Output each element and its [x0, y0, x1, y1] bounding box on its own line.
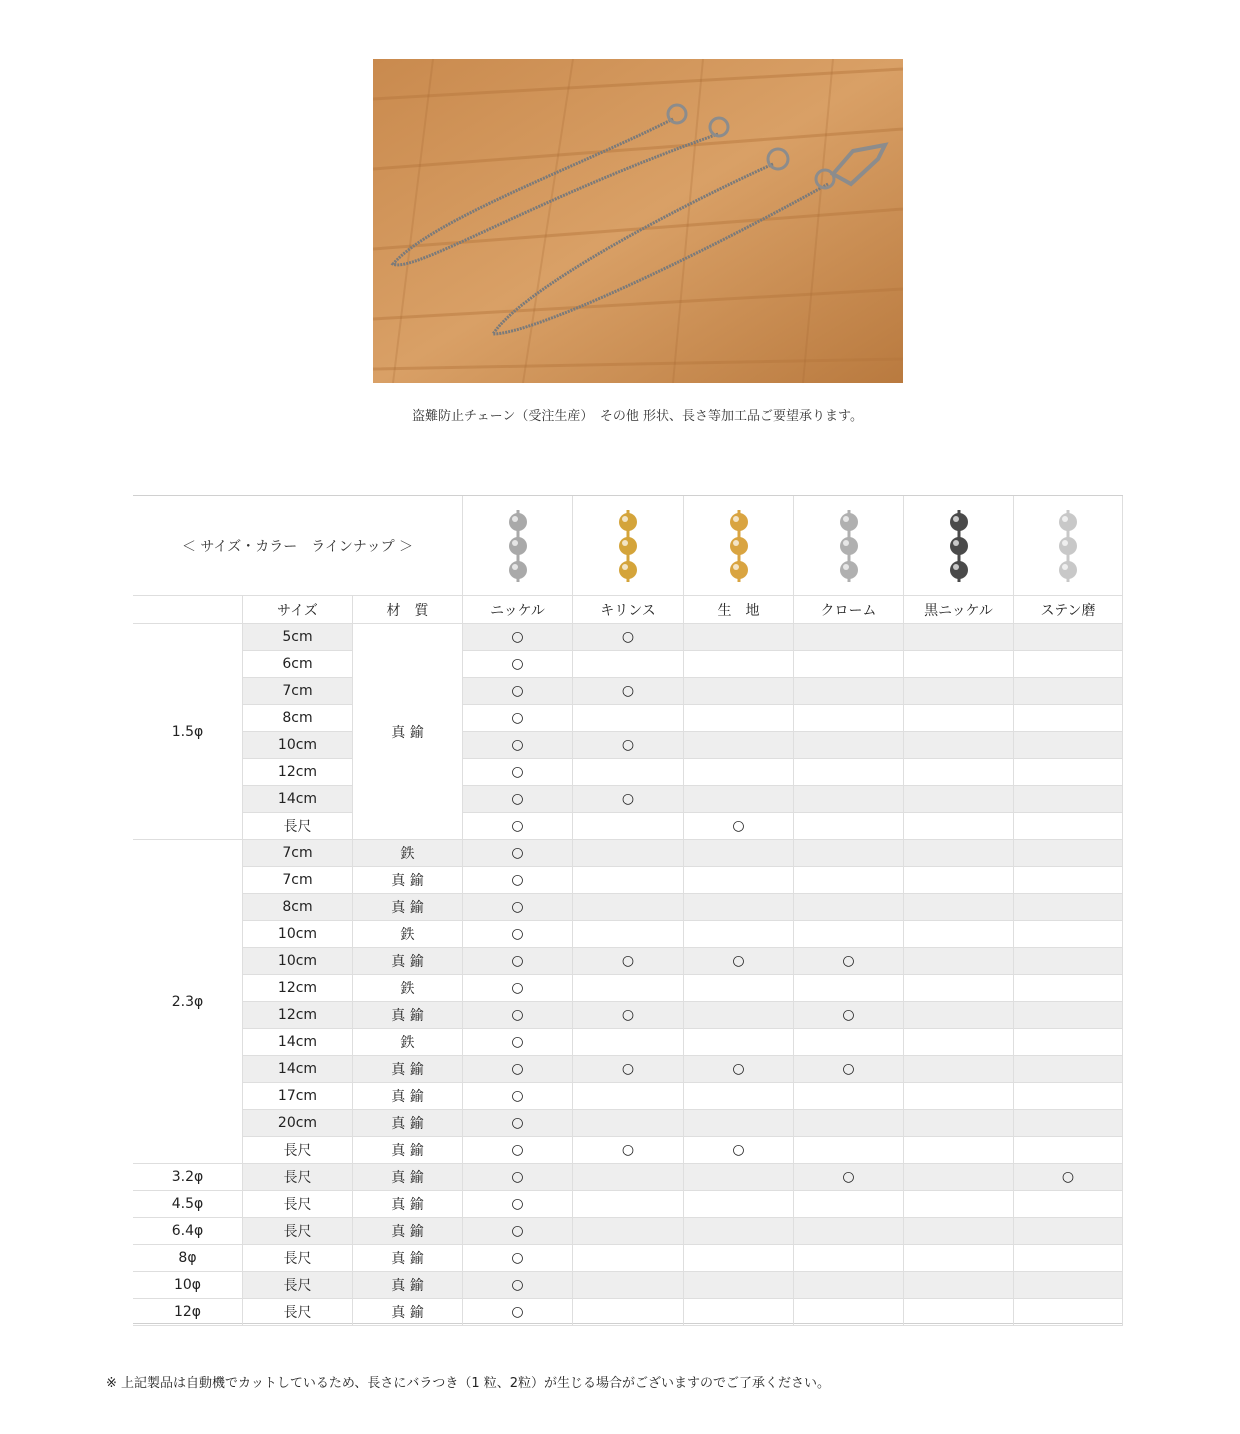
ball-chain-icon	[829, 506, 869, 586]
empty-cell	[1014, 1272, 1123, 1299]
empty-cell	[1014, 948, 1123, 975]
empty-cell	[1014, 1191, 1123, 1218]
empty-cell	[794, 759, 904, 786]
diameter-cell: 1.5φ	[133, 624, 243, 840]
empty-cell	[573, 1083, 684, 1110]
material-cell: 鉄	[353, 975, 463, 1002]
empty-cell	[573, 813, 684, 840]
empty-cell	[794, 1083, 904, 1110]
empty-cell	[573, 705, 684, 732]
empty-cell	[904, 1110, 1014, 1137]
availability-mark: ○	[463, 948, 573, 975]
empty-cell	[684, 624, 794, 651]
availability-mark: ○	[794, 1002, 904, 1029]
diameter-cell: 6.4φ	[133, 1218, 243, 1245]
empty-cell	[794, 705, 904, 732]
availability-mark: ○	[573, 678, 684, 705]
availability-mark: ○	[463, 1191, 573, 1218]
empty-cell	[794, 975, 904, 1002]
column-header: クローム	[794, 596, 904, 624]
empty-cell	[904, 1164, 1014, 1191]
empty-cell	[573, 1191, 684, 1218]
availability-mark: ○	[573, 1056, 684, 1083]
material-cell: 真 鍮	[353, 894, 463, 921]
availability-mark: ○	[794, 1056, 904, 1083]
availability-mark: ○	[684, 948, 794, 975]
ball-chain-icon	[939, 506, 979, 586]
size-cell: 5cm	[243, 624, 353, 651]
size-cell: 長尺	[243, 1299, 353, 1326]
empty-cell	[684, 678, 794, 705]
header-blank	[133, 596, 243, 624]
availability-mark: ○	[684, 1137, 794, 1164]
size-cell: 17cm	[243, 1083, 353, 1110]
material-cell: 鉄	[353, 921, 463, 948]
availability-mark: ○	[573, 732, 684, 759]
ball-chain-icon	[1048, 506, 1088, 586]
material-cell: 真 鍮	[353, 1164, 463, 1191]
size-cell: 長尺	[243, 1191, 353, 1218]
empty-cell	[684, 1110, 794, 1137]
column-header: キリンス	[573, 596, 684, 624]
empty-cell	[904, 786, 1014, 813]
material-cell: 真 鍮	[353, 1083, 463, 1110]
product-photo	[373, 59, 903, 383]
empty-cell	[573, 1029, 684, 1056]
empty-cell	[684, 1299, 794, 1326]
empty-cell	[1014, 1056, 1123, 1083]
empty-cell	[684, 1083, 794, 1110]
empty-cell	[1014, 867, 1123, 894]
size-cell: 14cm	[243, 786, 353, 813]
diameter-cell: 3.2φ	[133, 1164, 243, 1191]
availability-mark: ○	[794, 948, 904, 975]
availability-mark: ○	[463, 1002, 573, 1029]
material-cell: 真 鍮	[353, 1137, 463, 1164]
material-cell: 真 鍮	[353, 1002, 463, 1029]
empty-cell	[684, 1029, 794, 1056]
empty-cell	[904, 678, 1014, 705]
empty-cell	[1014, 651, 1123, 678]
empty-cell	[794, 840, 904, 867]
availability-mark: ○	[463, 624, 573, 651]
empty-cell	[904, 651, 1014, 678]
empty-cell	[794, 1218, 904, 1245]
size-cell: 10cm	[243, 921, 353, 948]
empty-cell	[1014, 840, 1123, 867]
empty-cell	[794, 1245, 904, 1272]
empty-cell	[1014, 786, 1123, 813]
availability-mark: ○	[463, 759, 573, 786]
empty-cell	[1014, 678, 1123, 705]
empty-cell	[1014, 1137, 1123, 1164]
empty-cell	[1014, 813, 1123, 840]
material-cell: 鉄	[353, 840, 463, 867]
material-cell: 真 鍮	[353, 1299, 463, 1326]
empty-cell	[904, 975, 1014, 1002]
empty-cell	[573, 975, 684, 1002]
availability-mark: ○	[463, 1272, 573, 1299]
empty-cell	[684, 840, 794, 867]
empty-cell	[794, 732, 904, 759]
empty-cell	[904, 732, 1014, 759]
empty-cell	[794, 786, 904, 813]
empty-cell	[794, 894, 904, 921]
availability-mark: ○	[684, 813, 794, 840]
empty-cell	[1014, 1218, 1123, 1245]
availability-mark: ○	[463, 813, 573, 840]
material-cell: 真 鍮	[353, 948, 463, 975]
empty-cell	[904, 1137, 1014, 1164]
availability-mark: ○	[573, 1137, 684, 1164]
empty-cell	[794, 678, 904, 705]
empty-cell	[794, 651, 904, 678]
empty-cell	[904, 1083, 1014, 1110]
empty-cell	[794, 1272, 904, 1299]
empty-cell	[1014, 1110, 1123, 1137]
table-title: ＜ サイズ・カラー ラインナップ ＞	[133, 496, 463, 596]
size-cell: 10cm	[243, 732, 353, 759]
availability-mark: ○	[463, 1164, 573, 1191]
empty-cell	[904, 867, 1014, 894]
empty-cell	[904, 1299, 1014, 1326]
size-cell: 8cm	[243, 894, 353, 921]
empty-cell	[904, 948, 1014, 975]
availability-mark: ○	[463, 651, 573, 678]
empty-cell	[904, 813, 1014, 840]
empty-cell	[794, 867, 904, 894]
empty-cell	[794, 813, 904, 840]
availability-mark: ○	[463, 678, 573, 705]
empty-cell	[684, 732, 794, 759]
diameter-cell: 8φ	[133, 1245, 243, 1272]
empty-cell	[684, 1218, 794, 1245]
availability-mark: ○	[573, 948, 684, 975]
empty-cell	[573, 1299, 684, 1326]
empty-cell	[904, 759, 1014, 786]
column-header: ニッケル	[463, 596, 573, 624]
ball-chain-icon	[498, 506, 538, 586]
availability-mark: ○	[463, 894, 573, 921]
diameter-cell: 2.3φ	[133, 840, 243, 1164]
empty-cell	[573, 921, 684, 948]
availability-mark: ○	[463, 1245, 573, 1272]
empty-cell	[1014, 759, 1123, 786]
empty-cell	[904, 1191, 1014, 1218]
empty-cell	[794, 1299, 904, 1326]
column-header: 生 地	[684, 596, 794, 624]
empty-cell	[573, 651, 684, 678]
column-header: 材 質	[353, 596, 463, 624]
empty-cell	[794, 624, 904, 651]
empty-cell	[1014, 894, 1123, 921]
empty-cell	[904, 1272, 1014, 1299]
empty-cell	[573, 1110, 684, 1137]
material-cell: 真 鍮	[353, 1110, 463, 1137]
diameter-cell: 12φ	[133, 1299, 243, 1326]
size-cell: 6cm	[243, 651, 353, 678]
availability-mark: ○	[573, 624, 684, 651]
empty-cell	[904, 1029, 1014, 1056]
empty-cell	[684, 1164, 794, 1191]
size-cell: 長尺	[243, 1164, 353, 1191]
empty-cell	[684, 1272, 794, 1299]
color-swatch-2	[573, 496, 684, 596]
empty-cell	[904, 624, 1014, 651]
empty-cell	[573, 894, 684, 921]
empty-cell	[904, 894, 1014, 921]
empty-cell	[904, 705, 1014, 732]
lineup-table	[133, 495, 1123, 1324]
material-cell: 真 鍮	[353, 1191, 463, 1218]
empty-cell	[904, 1218, 1014, 1245]
empty-cell	[1014, 1083, 1123, 1110]
empty-cell	[684, 1002, 794, 1029]
availability-mark: ○	[573, 1002, 684, 1029]
ball-chain-icon	[719, 506, 759, 586]
empty-cell	[684, 894, 794, 921]
column-header: ステン磨	[1014, 596, 1123, 624]
size-cell: 14cm	[243, 1056, 353, 1083]
availability-mark: ○	[1014, 1164, 1123, 1191]
color-swatch-5	[904, 496, 1014, 596]
empty-cell	[573, 1218, 684, 1245]
empty-cell	[684, 651, 794, 678]
empty-cell	[573, 1272, 684, 1299]
availability-mark: ○	[463, 1056, 573, 1083]
availability-mark: ○	[463, 1083, 573, 1110]
material-cell: 鉄	[353, 1029, 463, 1056]
size-cell: 7cm	[243, 867, 353, 894]
empty-cell	[794, 1029, 904, 1056]
empty-cell	[904, 1002, 1014, 1029]
color-swatch-4	[794, 496, 904, 596]
empty-cell	[794, 1110, 904, 1137]
empty-cell	[1014, 624, 1123, 651]
ball-chain-icon	[608, 506, 648, 586]
size-cell: 12cm	[243, 759, 353, 786]
empty-cell	[794, 921, 904, 948]
empty-cell	[1014, 1299, 1123, 1326]
footnote: ※ 上記製品は自動機でカットしているため、長さにバラつき（1 粒、2粒）が生じる場合がございますのでご了承ください。	[106, 1376, 831, 1391]
empty-cell	[684, 1191, 794, 1218]
empty-cell	[684, 921, 794, 948]
color-swatch-3	[684, 496, 794, 596]
empty-cell	[684, 1245, 794, 1272]
empty-cell	[1014, 705, 1123, 732]
size-cell: 長尺	[243, 813, 353, 840]
empty-cell	[573, 759, 684, 786]
empty-cell	[1014, 975, 1123, 1002]
material-cell: 真 鍮	[353, 1245, 463, 1272]
empty-cell	[1014, 1245, 1123, 1272]
empty-cell	[904, 1056, 1014, 1083]
availability-mark: ○	[463, 1299, 573, 1326]
empty-cell	[1014, 732, 1123, 759]
size-cell: 長尺	[243, 1245, 353, 1272]
size-cell: 8cm	[243, 705, 353, 732]
column-header: サイズ	[243, 596, 353, 624]
availability-mark: ○	[684, 1056, 794, 1083]
empty-cell	[573, 867, 684, 894]
size-cell: 長尺	[243, 1218, 353, 1245]
empty-cell	[1014, 921, 1123, 948]
size-cell: 10cm	[243, 948, 353, 975]
availability-mark: ○	[463, 867, 573, 894]
availability-mark: ○	[463, 705, 573, 732]
diameter-cell: 10φ	[133, 1272, 243, 1299]
availability-mark: ○	[463, 1218, 573, 1245]
availability-mark: ○	[463, 840, 573, 867]
empty-cell	[904, 921, 1014, 948]
caption: 盗難防止チェーン（受注生産） その他 形状、長さ等加工品ご要望承ります。	[412, 409, 863, 424]
empty-cell	[794, 1137, 904, 1164]
empty-cell	[573, 840, 684, 867]
size-cell: 14cm	[243, 1029, 353, 1056]
availability-mark: ○	[463, 921, 573, 948]
material-cell: 真 鍮	[353, 1056, 463, 1083]
size-cell: 12cm	[243, 975, 353, 1002]
size-cell: 12cm	[243, 1002, 353, 1029]
size-cell: 長尺	[243, 1137, 353, 1164]
empty-cell	[573, 1164, 684, 1191]
material-cell: 真 鍮	[353, 867, 463, 894]
availability-mark: ○	[573, 786, 684, 813]
empty-cell	[904, 1245, 1014, 1272]
empty-cell	[1014, 1029, 1123, 1056]
empty-cell	[573, 1245, 684, 1272]
availability-mark: ○	[794, 1164, 904, 1191]
empty-cell	[684, 705, 794, 732]
size-cell: 20cm	[243, 1110, 353, 1137]
empty-cell	[904, 840, 1014, 867]
column-header: 黒ニッケル	[904, 596, 1014, 624]
availability-mark: ○	[463, 732, 573, 759]
availability-mark: ○	[463, 786, 573, 813]
availability-mark: ○	[463, 1029, 573, 1056]
size-cell: 7cm	[243, 840, 353, 867]
color-swatch-1	[463, 496, 573, 596]
availability-mark: ○	[463, 1137, 573, 1164]
empty-cell	[794, 1191, 904, 1218]
material-cell: 真 鍮	[353, 624, 463, 840]
diameter-cell: 4.5φ	[133, 1191, 243, 1218]
size-cell: 長尺	[243, 1272, 353, 1299]
empty-cell	[684, 786, 794, 813]
empty-cell	[684, 867, 794, 894]
color-swatch-6	[1014, 496, 1123, 596]
availability-mark: ○	[463, 1110, 573, 1137]
material-cell: 真 鍮	[353, 1218, 463, 1245]
size-cell: 7cm	[243, 678, 353, 705]
material-cell: 真 鍮	[353, 1272, 463, 1299]
empty-cell	[684, 975, 794, 1002]
empty-cell	[684, 759, 794, 786]
availability-mark: ○	[463, 975, 573, 1002]
empty-cell	[1014, 1002, 1123, 1029]
